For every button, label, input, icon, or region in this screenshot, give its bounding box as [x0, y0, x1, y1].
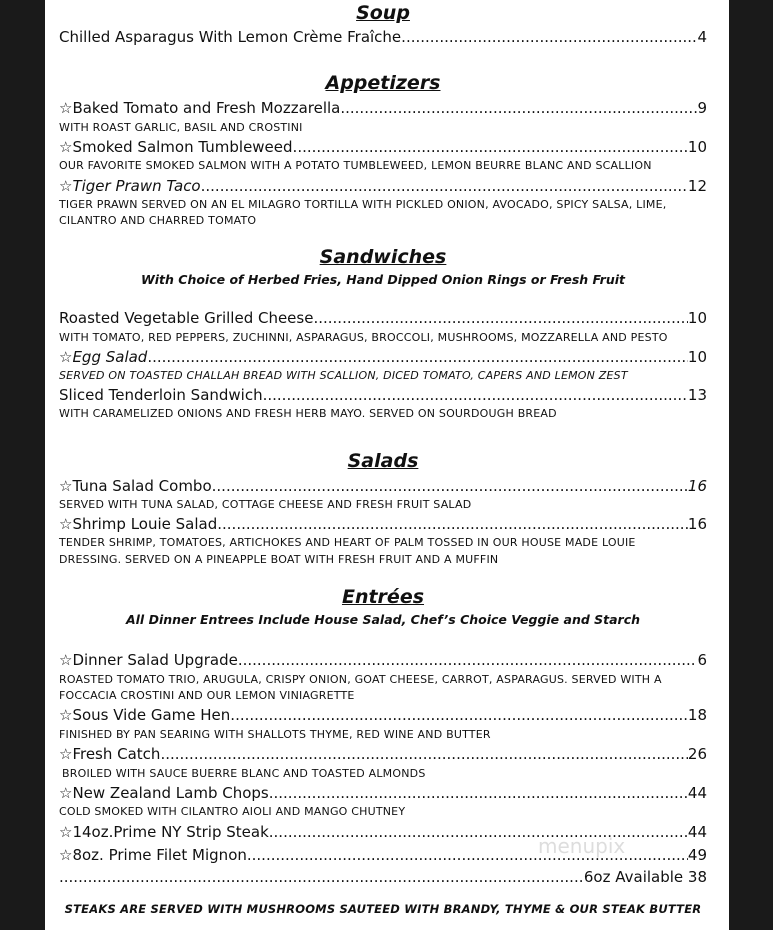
item-name: ☆8oz. Prime Filet Mignon — [59, 846, 247, 864]
item-name: ☆Tiger Prawn Taco — [59, 177, 201, 195]
leader-dots — [212, 476, 688, 496]
sandwiches-heading: Sandwiches — [319, 246, 447, 268]
leader-dots — [340, 98, 697, 118]
item-name: ☆Smoked Salmon Tumbleweed — [59, 138, 293, 156]
leader-dots — [269, 783, 688, 803]
item-description: WITH TOMATO, RED PEPPERS, ZUCHINNI, ASPARAGUS, BROCCOLI, MUSHROOMS, MOZZARELLA AND PESTO — [59, 331, 668, 344]
leader-dots — [230, 705, 688, 725]
soup-heading: Soup — [356, 2, 410, 24]
item-description: OUR FAVORITE SMOKED SALMON WITH A POTATO TUMBLEWEED, LEMON BEURRE BLANC AND SCALLION — [59, 159, 652, 172]
leader-dots — [147, 347, 688, 367]
item-price: 18 — [687, 706, 707, 724]
sandwiches-subheading: With Choice of Herbed Fries, Hand Dipped Onion Rings or Fresh Fruit — [140, 272, 626, 287]
leader-dots — [238, 650, 698, 670]
entrees-heading: Entrées — [341, 586, 425, 608]
menu-item — [59, 783, 707, 803]
item-name: ☆Fresh Catch — [59, 745, 161, 763]
item-description: BROILED WITH SAUCE BUERRE BLANC AND TOASTED ALMONDS — [62, 767, 426, 780]
item-name: Chilled Asparagus With Lemon Crème Fraîche — [59, 28, 402, 46]
leader-dots — [293, 137, 688, 157]
menu-item — [59, 744, 707, 764]
item-name: ☆Tuna Salad Combo — [59, 477, 212, 495]
item-name: ☆Shrimp Louie Salad — [59, 515, 218, 533]
item-price: 4 — [697, 28, 707, 46]
item-price: 10 — [687, 138, 707, 156]
item-name: ☆14oz.Prime NY Strip Steak — [59, 823, 269, 841]
steak-footer-note: STEAKS ARE SERVED WITH MUSHROOMS SAUTEED WITH BRANDY, THYME & OUR STEAK BUTTER — [64, 902, 702, 916]
menu-item — [59, 385, 707, 405]
leader-dots — [217, 514, 688, 534]
item-description: FOCCACIA CROSTINI AND OUR LEMON VINIAGRETTE — [59, 689, 355, 702]
appetizers-heading: Appetizers — [325, 72, 441, 94]
item-price: 44 — [687, 823, 707, 841]
menu-item — [59, 867, 707, 887]
menu-item — [59, 98, 707, 118]
menu-page — [45, 0, 729, 930]
item-price: 44 — [687, 784, 707, 802]
menu-item — [59, 476, 707, 496]
entrees-subheading: All Dinner Entrees Include House Salad, Chef’s Choice Veggie and Starch — [125, 612, 641, 627]
leader-dots — [201, 176, 688, 196]
item-description: WITH CARAMELIZED ONIONS AND FRESH HERB MAYO. SERVED ON SOURDOUGH BREAD — [59, 407, 557, 420]
menu-item — [59, 176, 707, 196]
item-price: 10 — [687, 309, 707, 327]
item-description: ROASTED TOMATO TRIO, ARUGULA, CRISPY ONION, GOAT CHEESE, CARROT, ASPARAGUS. SERVED WITH A — [59, 673, 662, 686]
menu-item — [59, 705, 707, 725]
leader-dots — [401, 27, 697, 47]
item-price: 9 — [697, 99, 707, 117]
item-description: SERVED WITH TUNA SALAD, COTTAGE CHEESE AND FRESH FRUIT SALAD — [59, 498, 472, 511]
leader-dots — [263, 385, 688, 405]
menu-item — [59, 347, 707, 367]
menu-item — [59, 308, 707, 328]
item-price: 16 — [687, 515, 707, 533]
leader-dots — [160, 744, 687, 764]
item-name: ☆Egg Salad — [59, 348, 148, 366]
item-name: Roasted Vegetable Grilled Cheese — [59, 309, 314, 327]
item-name: ☆New Zealand Lamb Chops — [59, 784, 269, 802]
salads-heading: Salads — [347, 450, 419, 472]
item-name: ☆Baked Tomato and Fresh Mozzarella — [59, 99, 341, 117]
item-price: 6 — [697, 651, 707, 669]
item-description: FINISHED BY PAN SEARING WITH SHALLOTS THYME, RED WINE AND BUTTER — [59, 728, 491, 741]
item-description: COLD SMOKED WITH CILANTRO AIOLI AND MANGO CHUTNEY — [59, 805, 406, 818]
item-price: 49 — [687, 846, 707, 864]
leader-dots — [313, 308, 687, 328]
item-price: 10 — [687, 348, 707, 366]
watermark: menupix — [538, 834, 626, 858]
menu-item — [59, 650, 707, 670]
item-name: Sliced Tenderloin Sandwich — [59, 386, 263, 404]
item-name: ☆Dinner Salad Upgrade — [59, 651, 238, 669]
menu-item — [59, 137, 707, 157]
item-description: TIGER PRAWN SERVED ON AN EL MILAGRO TORTILLA WITH PICKLED ONION, AVOCADO, SPICY SALSA, LIME, — [59, 198, 667, 211]
item-description: DRESSING. SERVED ON A PINEAPPLE BOAT WITH FRESH FRUIT AND A MUFFIN — [59, 553, 499, 566]
item-description: TENDER SHRIMP, TOMATOES, ARTICHOKES AND HEART OF PALM TOSSED IN OUR HOUSE MADE LOUIE — [59, 536, 636, 549]
item-name: ☆Sous Vide Game Hen — [59, 706, 231, 724]
item-price: 26 — [687, 745, 707, 763]
item-price: 16 — [687, 477, 707, 495]
item-description: SERVED ON TOASTED CHALLAH BREAD WITH SCALLION, DICED TOMATO, CAPERS AND LEMON ZEST — [59, 369, 628, 382]
item-price: 6oz Available 38 — [583, 868, 707, 886]
item-description: WITH ROAST GARLIC, BASIL AND CROSTINI — [59, 121, 303, 134]
item-price: 12 — [687, 177, 707, 195]
leader-dots — [59, 867, 584, 887]
item-description: CILANTRO AND CHARRED TOMATO — [59, 214, 257, 227]
item-price: 13 — [687, 386, 707, 404]
menu-item — [59, 27, 707, 47]
menu-item — [59, 514, 707, 534]
